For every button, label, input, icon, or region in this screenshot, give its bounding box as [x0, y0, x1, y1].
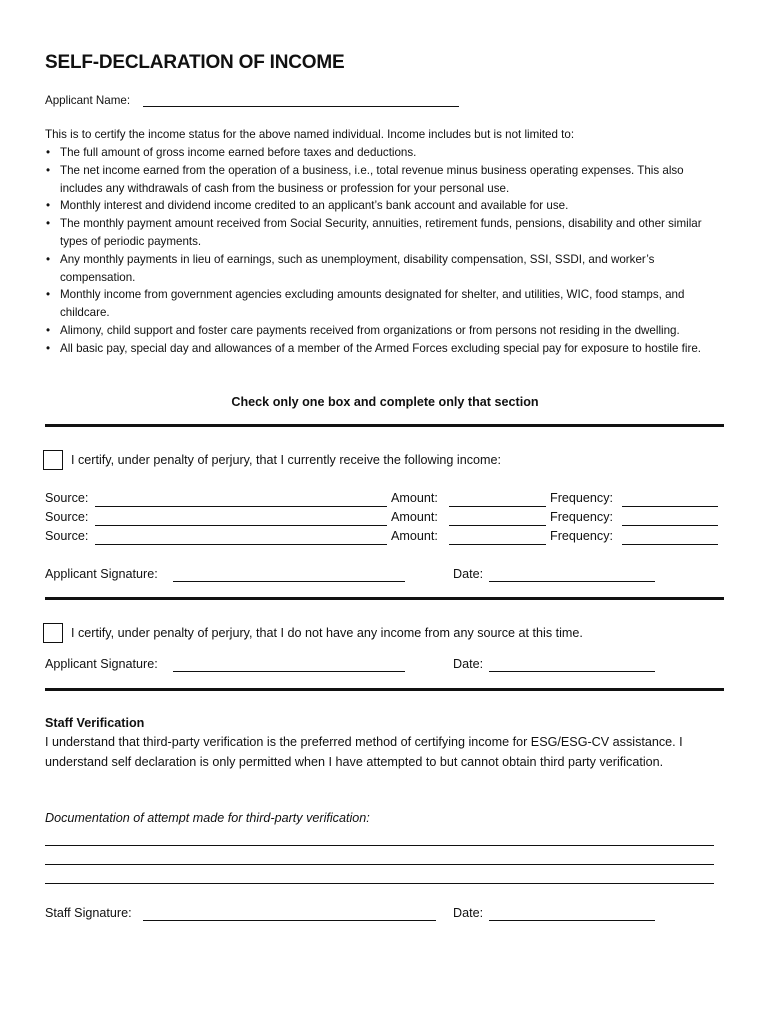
source-field[interactable] — [95, 506, 387, 507]
source-label: Source: — [45, 491, 89, 505]
list-item: • Monthly income from government agencies excluding amounts designated for shelter, and utilities, WIC, food stamps, and childcare. — [45, 286, 705, 322]
income-types-list — [45, 144, 705, 358]
section-divider — [45, 597, 724, 600]
frequency-field[interactable] — [622, 544, 718, 545]
frequency-label: Frequency: — [550, 491, 613, 505]
staff-statement: I understand that third-party verification is the preferred method of certifying income for ESG/ESG-CV assistance. I understand self declaration is only permitted when I have attempted to but cannot obtain third party verification. — [45, 735, 683, 769]
applicant-signature-label: Applicant Signature: — [45, 657, 158, 671]
applicant-signature-label: Applicant Signature: — [45, 567, 158, 581]
documentation-label: Documentation of attempt made for third-party verification: — [45, 811, 370, 825]
applicant-signature-field[interactable] — [173, 581, 405, 582]
documentation-line[interactable] — [45, 845, 714, 846]
list-item: • Monthly interest and dividend income credited to an applicant’s bank account and available for use. — [45, 197, 705, 215]
frequency-label: Frequency: — [550, 510, 613, 524]
date-field[interactable] — [489, 920, 655, 921]
list-item: • Alimony, child support and foster care payments received from organizations or from persons not residing in the dwelling. — [45, 322, 705, 340]
amount-label: Amount: — [391, 491, 438, 505]
list-item: • The monthly payment amount received from Social Security, annuities, retirement funds, pensions, disability and other similar types of periodic payments. — [45, 215, 705, 251]
section-divider — [45, 424, 724, 427]
date-field[interactable] — [489, 581, 655, 582]
amount-label: Amount: — [391, 529, 438, 543]
source-label: Source: — [45, 529, 89, 543]
frequency-field[interactable] — [622, 506, 718, 507]
staff-verification-heading: Staff Verification — [45, 716, 145, 730]
list-item: • Any monthly payments in lieu of earnings, such as unemployment, disability compensation, SSI, SSDI, and worker’s compensation. — [45, 251, 705, 287]
form-title: SELF-DECLARATION OF INCOME — [45, 52, 345, 73]
amount-field[interactable] — [449, 544, 546, 545]
income-certify-text: I certify, under penalty of perjury, that I currently receive the following income: — [71, 453, 502, 467]
date-label: Date: — [453, 906, 484, 920]
amount-field[interactable] — [449, 525, 546, 526]
staff-signature-field[interactable] — [143, 920, 436, 921]
intro-text: This is to certify the income status for the above named individual. Income includes but is not limited to: — [45, 128, 575, 141]
income-checkbox[interactable] — [43, 450, 63, 470]
applicant-signature-field[interactable] — [173, 671, 405, 672]
list-item: • The net income earned from the operation of a business, i.e., total revenue minus business operating expenses. This also includes any withdrawals of cash from the business or profession for your personal use. — [45, 162, 705, 198]
date-label: Date: — [453, 657, 484, 671]
section-divider — [45, 688, 724, 691]
amount-label: Amount: — [391, 510, 438, 524]
source-label: Source: — [45, 510, 89, 524]
source-field[interactable] — [95, 544, 387, 545]
date-label: Date: — [453, 567, 484, 581]
staff-signature-label: Staff Signature: — [45, 906, 132, 920]
list-item: • The full amount of gross income earned before taxes and deductions. — [45, 144, 705, 162]
documentation-line[interactable] — [45, 883, 714, 884]
applicant-name-field[interactable] — [143, 106, 459, 107]
no-income-checkbox[interactable] — [43, 623, 63, 643]
check-instruction: Check only one box and complete only that section — [231, 395, 539, 409]
frequency-label: Frequency: — [550, 529, 613, 543]
documentation-line[interactable] — [45, 864, 714, 865]
frequency-field[interactable] — [622, 525, 718, 526]
date-field[interactable] — [489, 671, 655, 672]
no-income-certify-text: I certify, under penalty of perjury, that I do not have any income from any source at this time. — [71, 626, 583, 640]
source-field[interactable] — [95, 525, 387, 526]
list-item: • All basic pay, special day and allowances of a member of the Armed Forces excluding special pay for exposure to hostile fire. — [45, 340, 705, 358]
applicant-name-label: Applicant Name: — [45, 94, 131, 107]
amount-field[interactable] — [449, 506, 546, 507]
